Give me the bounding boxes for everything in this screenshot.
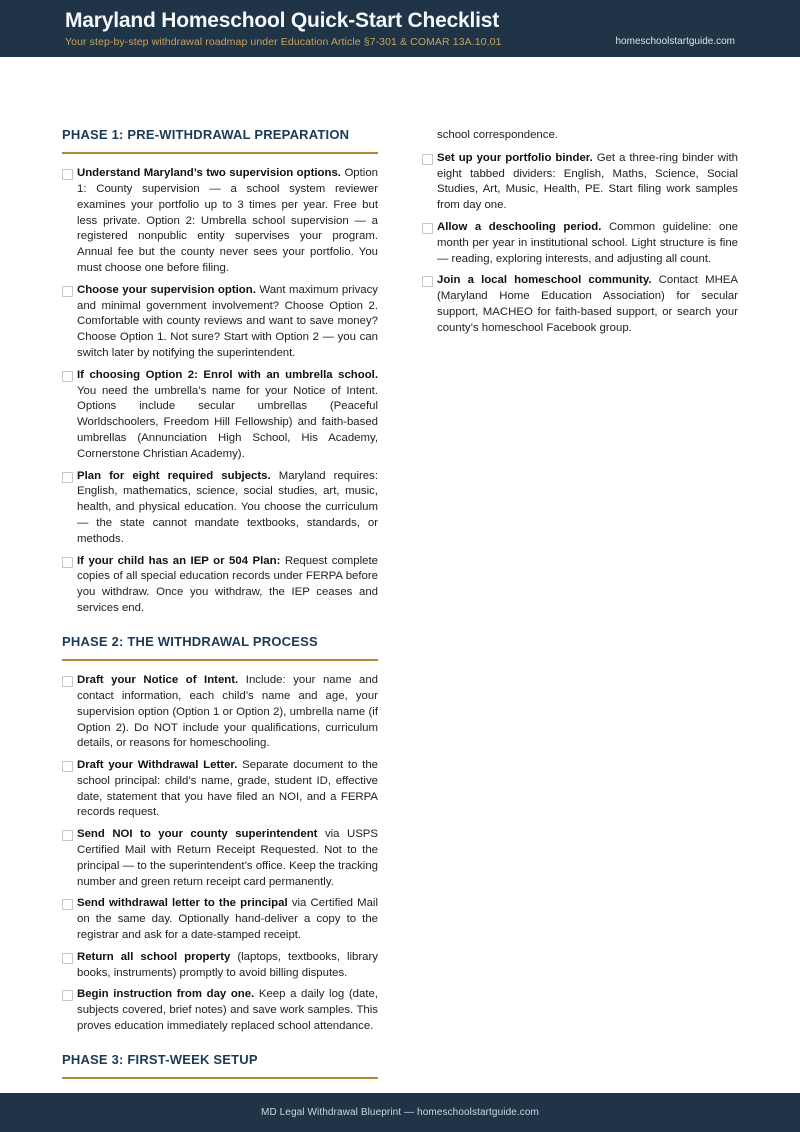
checkbox-icon [62, 761, 73, 772]
footer [0, 1093, 800, 1132]
checklist-item [62, 673, 378, 752]
checklist-item [62, 950, 378, 982]
item-lead: Plan for eight required subjects. [77, 469, 271, 482]
checkbox-icon [62, 830, 73, 841]
item-lead: Understand Maryland’s two supervision options. [77, 167, 341, 180]
item-lead: Begin instruction from day one. [77, 988, 255, 1001]
item-lead: Join a local homeschool community. [437, 274, 652, 287]
checklist-item [422, 220, 738, 267]
checkbox-icon [62, 169, 73, 180]
checklist-item [62, 469, 378, 548]
item-lead: Set up your portfolio binder. [437, 151, 593, 164]
item-body: Option 1: County supervision — a school system reviewer examines your portfolio up to 3 times per year. Free but less private. Option 2: Umbrella school supervision — a registered nonpublic entity supervises your program. Annual fee but the county never sees your portfolio. You must choose one before filing. [77, 167, 378, 275]
checklist-item [62, 896, 378, 943]
phase-heading: PHASE 3: FIRST-WEEK SETUP [62, 1053, 378, 1079]
checklist-item [62, 827, 378, 890]
header-website: homeschoolstartguide.com [615, 36, 735, 47]
item-body: Include: your name and contact information, each child’s name and age, your supervision option (Option 1 or Option 2), umbrella name (if Option 2). Do NOT include your qualifications, curriculum details, or reasons for homeschooling. [77, 674, 378, 750]
item-body: Common guideline: one month per year in institutional school. Light structure is fine — reading, exploring interests, and adjusting all count. [437, 220, 738, 265]
item-body: Want maximum privacy and minimal government involvement? Choose Option 2. Comfortable with county reviews and want to save money? Choose Option 1. Not sure? Start with Option 2 — you can switch later by notifying the superintendent. [77, 283, 378, 360]
checklist-item-continuation [422, 128, 738, 144]
item-body: via Certified Mail on the same day. Optionally hand-deliver a copy to the registrar and ask for a date-stamped receipt. [77, 897, 378, 942]
phase-heading: PHASE 1: PRE-WITHDRAWAL PREPARATION [62, 128, 378, 154]
item-body: Request complete copies of all special education records under FERPA before you withdraw. Once you withdraw, the IEP ceases and services end. [77, 554, 378, 615]
checkbox-icon [62, 286, 73, 297]
item-lead: Send NOI to your county superintendent [77, 828, 318, 841]
header [0, 0, 800, 57]
item-body: Maryland requires: English, mathematics, science, social studies, art, music, health, and physical education. You choose the curriculum — the state cannot mandate textbooks, standards, or methods. [77, 469, 378, 545]
checklist-item [62, 758, 378, 821]
checkbox-icon [62, 472, 73, 483]
checklist-content [62, 128, 738, 1083]
item-body: (laptops, textbooks, library books, instruments) promptly to avoid billing disputes. [77, 950, 378, 979]
item-body: Contact MHEA (Maryland Home Education Association) for secular support, MACHEO for faith-based support, or search your county’s homeschool Facebook group. [437, 274, 738, 334]
item-body: via USPS Certified Mail with Return Receipt Requested. Not to the principal — to the superintendent’s office. Keep the tracking number and green return receipt card permanently. [77, 828, 378, 888]
checkbox-icon [62, 953, 73, 964]
right-column [422, 128, 738, 1083]
checklist-item [62, 554, 378, 617]
checkbox-icon [422, 276, 433, 287]
item-body: Separate document to the school principal: child’s name, grade, student ID, effective date, statement that you have filed an NOI, and a FERPA records request. [77, 759, 378, 819]
item-lead: Choose your supervision option. [77, 283, 256, 296]
checkbox-icon [422, 223, 433, 234]
item-body: Get a three-ring binder with eight tabbed dividers: English, Maths, Science, Social Studies, Art, Music, Health, PE. Start filing work samples from day one. [437, 151, 738, 212]
item-lead: Return all school property [77, 950, 231, 963]
phase-heading: PHASE 2: THE WITHDRAWAL PROCESS [62, 635, 378, 661]
item-body: school correspondence. [437, 129, 558, 141]
checklist-item [62, 166, 378, 277]
checkbox-icon [62, 557, 73, 568]
page-title: Maryland Homeschool Quick-Start Checklist [65, 8, 500, 32]
item-lead: If your child has an IEP or 504 Plan: [77, 554, 281, 567]
item-lead: Draft your Withdrawal Letter. [77, 759, 238, 772]
checklist-item [422, 273, 738, 336]
item-lead: Send withdrawal letter to the principal [77, 897, 288, 910]
checkbox-icon [62, 899, 73, 910]
page-subtitle: Your step-by-step withdrawal roadmap under Education Article §7-301 & COMAR 13A.10.01 [65, 36, 502, 48]
checklist-item [422, 151, 738, 214]
item-body: Keep a daily log (date, subjects covered, brief notes) and save work samples. This proves education immediately replaced school attendance. [77, 988, 378, 1033]
item-lead: Allow a deschooling period. [437, 220, 602, 233]
checklist-item [62, 283, 378, 362]
footer-text: MD Legal Withdrawal Blueprint — homeschoolstartguide.com [261, 1107, 539, 1118]
header-left [65, 9, 502, 48]
left-column [62, 128, 378, 1083]
checkbox-icon [62, 676, 73, 687]
checkbox-icon [62, 371, 73, 382]
item-lead: If choosing Option 2: Enrol with an umbrella school. [77, 368, 378, 381]
checkbox-icon [62, 990, 73, 1001]
checkbox-icon [422, 154, 433, 165]
item-lead: Draft your Notice of Intent. [77, 674, 239, 687]
item-body: You need the umbrella’s name for your Notice of Intent. Options include secular umbrellas (Peaceful Worldschoolers, Freedom Hill Fellowship) and faith-based umbrellas (Annunciation High School, His Academy, Cornerstone Christian Academy). [77, 384, 378, 460]
checklist-item [62, 987, 378, 1034]
checklist-item [62, 368, 378, 463]
